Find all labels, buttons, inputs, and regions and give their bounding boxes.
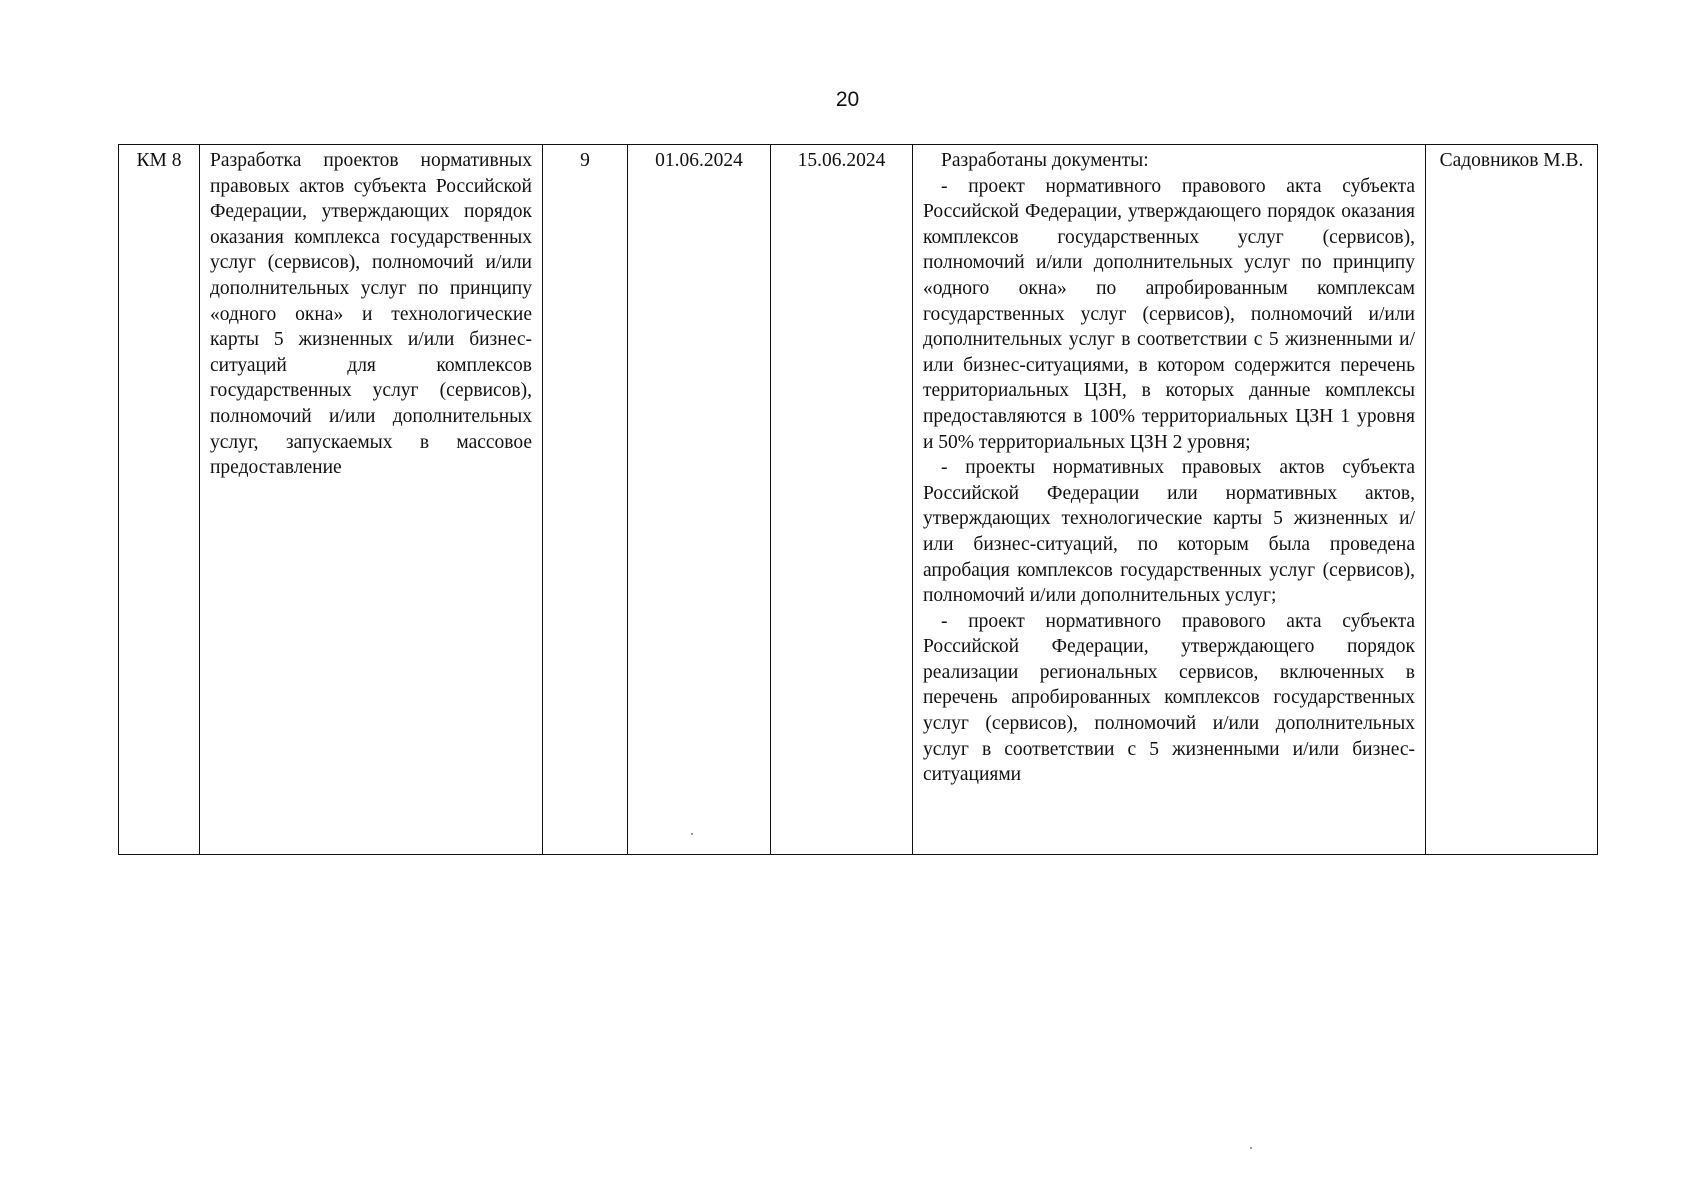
scan-speck: [1250, 1147, 1252, 1149]
result-item-1: - проект нормативного правового акта субъекта Российской Федерации, утверждающего порядок оказания комплексов государственных услуг (сервисов), полномочий и/или дополнительных услуг по принципу «одного окна» по апробированным комплексам государственных услуг (сервисов), полномочий и/или дополнительных услуг в соответствии с 5 жизненными и/или бизнес-ситуациями, в котором содержится перечень территориальных ЦЗН, в которых данные комплексы предоставляются в 100% территориальных ЦЗН 1 уровня и 50% территориальных ЦЗН 2 уровня;: [923, 175, 1415, 453]
milestone-code: КМ 8: [119, 145, 200, 855]
table-row: [119, 145, 1598, 855]
page-number: 20: [835, 88, 860, 111]
start-date: 01.06.2024: [628, 145, 771, 855]
result-item-2: - проекты нормативных правовых актов субъекта Российской Федерации или нормативных актов, утверждающих технологические карты 5 жизненных и/или бизнес-ситуаций, по которым была проведена апробация комплексов государственных услуг (сервисов), полномочий и/или дополнительных услуг;: [923, 457, 1415, 607]
result-item-3: - проект нормативного правового акта субъекта Российской Федерации, утверждающего порядок реализации региональных сервисов, включенных в перечень апробированных комплексов государственных услуг (сервисов), полномочий и/или дополнительных услуг в соответствии с 5 жизненными и/или бизнес-ситуациями: [923, 610, 1415, 786]
milestone-result: [913, 145, 1426, 855]
milestone-table: [118, 144, 1598, 855]
milestone-description: Разработка проектов нормативных правовых актов субъекта Российской Федерации, утверждающих порядок оказания комплекса государственных услуг (сервисов), полномочий и/или дополнительных услуг по принципу «одного окна» и технологические карты 5 жизненных и/или бизнес-ситуаций для комплексов государственных услуг (сервисов), полномочий и/или дополнительных услуг, запускаемых в массовое предоставление: [200, 145, 543, 855]
result-heading: Разработаны документы:: [941, 150, 1149, 171]
milestone-number: 9: [543, 145, 628, 855]
end-date: 15.06.2024: [771, 145, 913, 855]
scan-speck: [691, 833, 693, 835]
responsible-person: Садовников М.В.: [1426, 145, 1598, 855]
